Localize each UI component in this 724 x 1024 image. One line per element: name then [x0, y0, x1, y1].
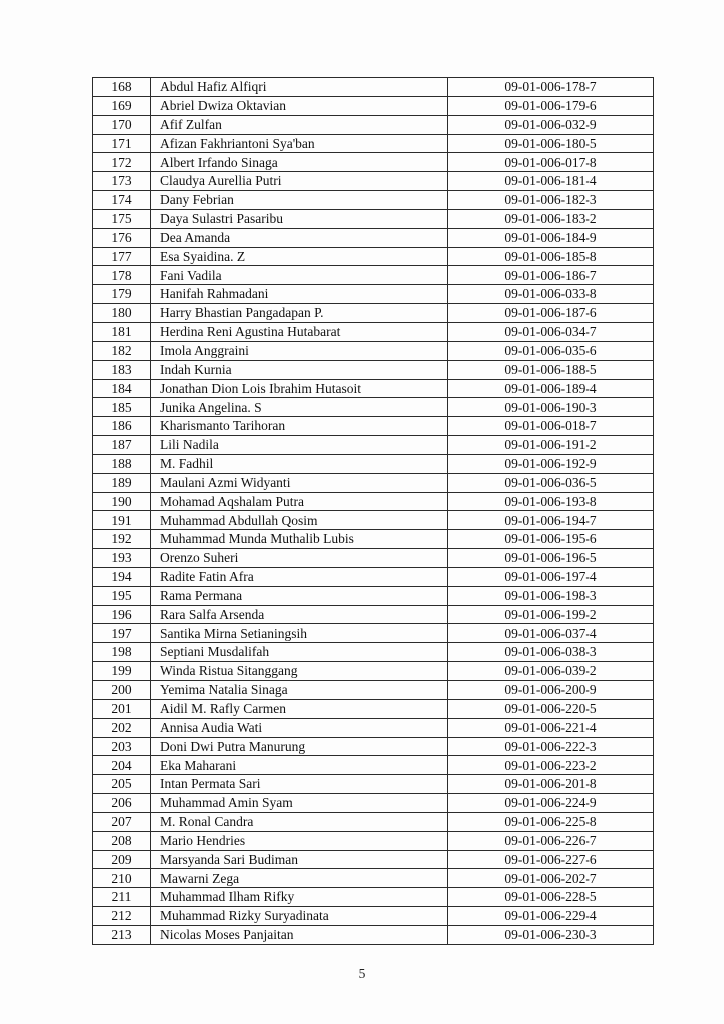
- row-number: 195: [93, 586, 151, 605]
- table-row: [93, 699, 654, 718]
- row-number: 212: [93, 907, 151, 926]
- row-number: 178: [93, 266, 151, 285]
- row-id: 09-01-006-229-4: [448, 907, 654, 926]
- row-number: 197: [93, 624, 151, 643]
- row-number: 213: [93, 925, 151, 944]
- row-id: 09-01-006-183-2: [448, 209, 654, 228]
- row-name: Imola Anggraini: [151, 341, 448, 360]
- row-name: Winda Ristua Sitanggang: [151, 662, 448, 681]
- table-row: [93, 586, 654, 605]
- row-id: 09-01-006-200-9: [448, 681, 654, 700]
- row-number: 205: [93, 775, 151, 794]
- row-number: 172: [93, 153, 151, 172]
- row-id: 09-01-006-220-5: [448, 699, 654, 718]
- row-name: Lili Nadila: [151, 436, 448, 455]
- row-id: 09-01-006-193-8: [448, 492, 654, 511]
- row-number: 208: [93, 831, 151, 850]
- row-name: Muhammad Rizky Suryadinata: [151, 907, 448, 926]
- row-number: 171: [93, 134, 151, 153]
- table-row: [93, 737, 654, 756]
- row-name: Mawarni Zega: [151, 869, 448, 888]
- row-name: Santika Mirna Setianingsih: [151, 624, 448, 643]
- row-id: 09-01-006-226-7: [448, 831, 654, 850]
- row-number: 168: [93, 78, 151, 97]
- row-name: Mohamad Aqshalam Putra: [151, 492, 448, 511]
- row-name: Daya Sulastri Pasaribu: [151, 209, 448, 228]
- row-number: 169: [93, 96, 151, 115]
- row-name: Maulani Azmi Widyanti: [151, 473, 448, 492]
- row-number: 188: [93, 454, 151, 473]
- row-number: 207: [93, 812, 151, 831]
- row-number: 182: [93, 341, 151, 360]
- row-number: 173: [93, 172, 151, 191]
- row-name: Muhammad Abdullah Qosim: [151, 511, 448, 530]
- row-id: 09-01-006-202-7: [448, 869, 654, 888]
- row-name: Dea Amanda: [151, 228, 448, 247]
- table-row: [93, 436, 654, 455]
- row-number: 200: [93, 681, 151, 700]
- row-number: 199: [93, 662, 151, 681]
- row-id: 09-01-006-178-7: [448, 78, 654, 97]
- row-number: 189: [93, 473, 151, 492]
- row-name: Nicolas Moses Panjaitan: [151, 925, 448, 944]
- table-row: [93, 850, 654, 869]
- row-number: 192: [93, 530, 151, 549]
- row-name: Rama Permana: [151, 586, 448, 605]
- row-id: 09-01-006-196-5: [448, 549, 654, 568]
- row-number: 183: [93, 360, 151, 379]
- row-id: 09-01-006-035-6: [448, 341, 654, 360]
- row-name: Muhammad Amin Syam: [151, 794, 448, 813]
- table-row: [93, 285, 654, 304]
- table-row: [93, 209, 654, 228]
- table-row: [93, 643, 654, 662]
- table-row: [93, 191, 654, 210]
- row-number: 203: [93, 737, 151, 756]
- row-number: 198: [93, 643, 151, 662]
- table-row: [93, 567, 654, 586]
- table-row: [93, 530, 654, 549]
- table-row: [93, 398, 654, 417]
- row-number: 196: [93, 605, 151, 624]
- row-id: 09-01-006-194-7: [448, 511, 654, 530]
- table-row: [93, 341, 654, 360]
- row-id: 09-01-006-222-3: [448, 737, 654, 756]
- row-id: 09-01-006-181-4: [448, 172, 654, 191]
- row-name: Eka Maharani: [151, 756, 448, 775]
- row-id: 09-01-006-037-4: [448, 624, 654, 643]
- table-row: [93, 228, 654, 247]
- row-name: Rara Salfa Arsenda: [151, 605, 448, 624]
- table-row: [93, 831, 654, 850]
- row-number: 184: [93, 379, 151, 398]
- row-number: 201: [93, 699, 151, 718]
- row-name: Afif Zulfan: [151, 115, 448, 134]
- row-id: 09-01-006-017-8: [448, 153, 654, 172]
- row-number: 209: [93, 850, 151, 869]
- row-id: 09-01-006-225-8: [448, 812, 654, 831]
- table-row: [93, 172, 654, 191]
- row-number: 190: [93, 492, 151, 511]
- row-number: 180: [93, 304, 151, 323]
- table-row: [93, 605, 654, 624]
- row-number: 194: [93, 567, 151, 586]
- table-row: [93, 718, 654, 737]
- row-number: 186: [93, 417, 151, 436]
- row-id: 09-01-006-185-8: [448, 247, 654, 266]
- table-row: [93, 379, 654, 398]
- table-row: [93, 624, 654, 643]
- table-row: [93, 511, 654, 530]
- row-number: 181: [93, 322, 151, 341]
- row-id: 09-01-006-182-3: [448, 191, 654, 210]
- row-name: Abdul Hafiz Alfiqri: [151, 78, 448, 97]
- row-id: 09-01-006-184-9: [448, 228, 654, 247]
- roster-table-body: [93, 78, 654, 945]
- row-id: 09-01-006-224-9: [448, 794, 654, 813]
- table-row: [93, 888, 654, 907]
- page-number: 5: [358, 966, 366, 981]
- row-id: 09-01-006-190-3: [448, 398, 654, 417]
- table-row: [93, 78, 654, 97]
- table-row: [93, 869, 654, 888]
- row-number: 175: [93, 209, 151, 228]
- row-name: Afizan Fakhriantoni Sya'ban: [151, 134, 448, 153]
- row-id: 09-01-006-199-2: [448, 605, 654, 624]
- table-row: [93, 304, 654, 323]
- table-row: [93, 662, 654, 681]
- row-id: 09-01-006-038-3: [448, 643, 654, 662]
- row-id: 09-01-006-189-4: [448, 379, 654, 398]
- table-row: [93, 247, 654, 266]
- row-number: 174: [93, 191, 151, 210]
- row-id: 09-01-006-180-5: [448, 134, 654, 153]
- table-row: [93, 417, 654, 436]
- table-row: [93, 907, 654, 926]
- row-number: 193: [93, 549, 151, 568]
- row-id: 09-01-006-227-6: [448, 850, 654, 869]
- table-row: [93, 812, 654, 831]
- row-id: 09-01-006-223-2: [448, 756, 654, 775]
- row-name: Junika Angelina. S: [151, 398, 448, 417]
- row-name: M. Ronal Candra: [151, 812, 448, 831]
- row-name: Dany Febrian: [151, 191, 448, 210]
- row-name: Mario Hendries: [151, 831, 448, 850]
- row-id: 09-01-006-186-7: [448, 266, 654, 285]
- row-name: Aidil M. Rafly Carmen: [151, 699, 448, 718]
- row-name: Radite Fatin Afra: [151, 567, 448, 586]
- roster-table: [92, 77, 654, 945]
- row-id: 09-01-006-187-6: [448, 304, 654, 323]
- table-row: [93, 756, 654, 775]
- table-row: [93, 681, 654, 700]
- table-row: [93, 925, 654, 944]
- row-number: 176: [93, 228, 151, 247]
- row-name: Hanifah Rahmadani: [151, 285, 448, 304]
- row-id: 09-01-006-018-7: [448, 417, 654, 436]
- row-id: 09-01-006-197-4: [448, 567, 654, 586]
- row-name: Muhammad Munda Muthalib Lubis: [151, 530, 448, 549]
- row-name: Herdina Reni Agustina Hutabarat: [151, 322, 448, 341]
- table-row: [93, 115, 654, 134]
- row-name: Doni Dwi Putra Manurung: [151, 737, 448, 756]
- row-name: Septiani Musdalifah: [151, 643, 448, 662]
- row-id: 09-01-006-179-6: [448, 96, 654, 115]
- row-id: 09-01-006-195-6: [448, 530, 654, 549]
- row-name: Esa Syaidina. Z: [151, 247, 448, 266]
- row-name: Harry Bhastian Pangadapan P.: [151, 304, 448, 323]
- row-id: 09-01-006-201-8: [448, 775, 654, 794]
- table-row: [93, 454, 654, 473]
- row-name: Jonathan Dion Lois Ibrahim Hutasoit: [151, 379, 448, 398]
- row-number: 211: [93, 888, 151, 907]
- table-row: [93, 153, 654, 172]
- table-row: [93, 322, 654, 341]
- row-number: 185: [93, 398, 151, 417]
- row-id: 09-01-006-230-3: [448, 925, 654, 944]
- row-number: 202: [93, 718, 151, 737]
- row-id: 09-01-006-039-2: [448, 662, 654, 681]
- row-name: Orenzo Suheri: [151, 549, 448, 568]
- table-row: [93, 266, 654, 285]
- row-id: 09-01-006-188-5: [448, 360, 654, 379]
- row-id: 09-01-006-228-5: [448, 888, 654, 907]
- row-number: 204: [93, 756, 151, 775]
- table-row: [93, 492, 654, 511]
- row-name: Albert Irfando Sinaga: [151, 153, 448, 172]
- row-name: Abriel Dwiza Oktavian: [151, 96, 448, 115]
- row-number: 177: [93, 247, 151, 266]
- table-row: [93, 794, 654, 813]
- row-number: 210: [93, 869, 151, 888]
- table-row: [93, 96, 654, 115]
- row-number: 179: [93, 285, 151, 304]
- row-name: Intan Permata Sari: [151, 775, 448, 794]
- row-name: Fani Vadila: [151, 266, 448, 285]
- row-id: 09-01-006-192-9: [448, 454, 654, 473]
- table-row: [93, 360, 654, 379]
- row-name: Marsyanda Sari Budiman: [151, 850, 448, 869]
- row-id: 09-01-006-221-4: [448, 718, 654, 737]
- row-id: 09-01-006-198-3: [448, 586, 654, 605]
- row-number: 187: [93, 436, 151, 455]
- table-row: [93, 134, 654, 153]
- row-name: M. Fadhil: [151, 454, 448, 473]
- row-name: Indah Kurnia: [151, 360, 448, 379]
- row-name: Claudya Aurellia Putri: [151, 172, 448, 191]
- row-name: Muhammad Ilham Rifky: [151, 888, 448, 907]
- table-row: [93, 473, 654, 492]
- row-name: Kharismanto Tarihoran: [151, 417, 448, 436]
- row-id: 09-01-006-032-9: [448, 115, 654, 134]
- table-row: [93, 775, 654, 794]
- table-row: [93, 549, 654, 568]
- row-id: 09-01-006-036-5: [448, 473, 654, 492]
- row-number: 170: [93, 115, 151, 134]
- row-name: Yemima Natalia Sinaga: [151, 681, 448, 700]
- row-id: 09-01-006-034-7: [448, 322, 654, 341]
- row-name: Annisa Audia Wati: [151, 718, 448, 737]
- row-id: 09-01-006-033-8: [448, 285, 654, 304]
- row-id: 09-01-006-191-2: [448, 436, 654, 455]
- row-number: 191: [93, 511, 151, 530]
- row-number: 206: [93, 794, 151, 813]
